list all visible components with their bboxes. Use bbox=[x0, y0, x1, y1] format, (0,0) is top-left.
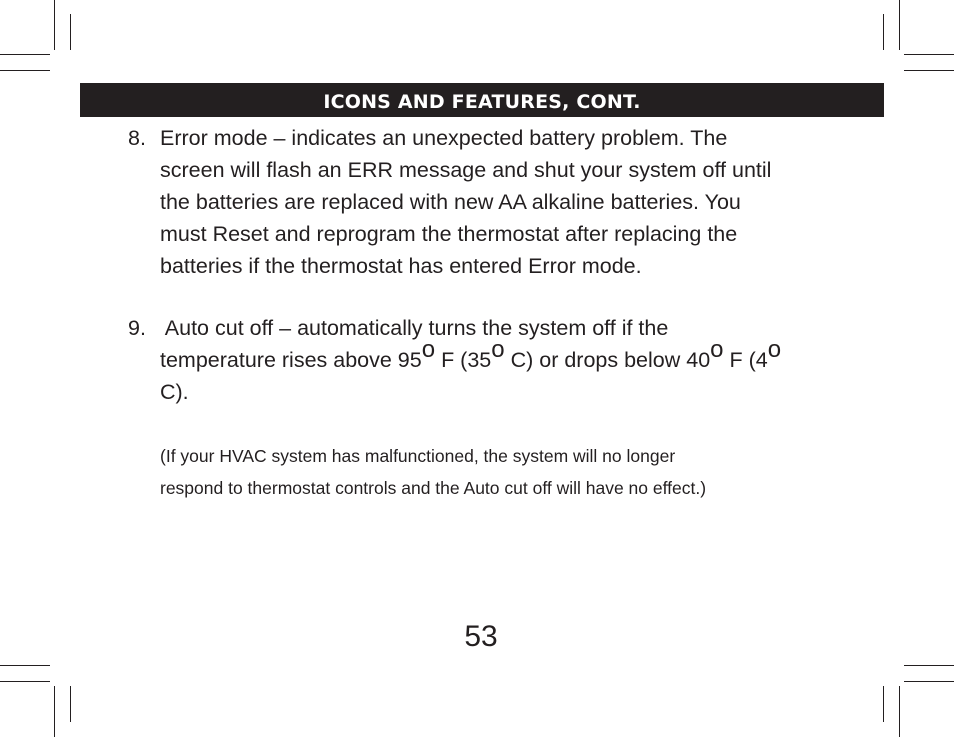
crop-mark bbox=[883, 686, 884, 722]
text-line bbox=[160, 336, 850, 376]
text-line: Auto cut off – automatically turns the system off if the bbox=[160, 316, 669, 340]
crop-mark bbox=[904, 681, 954, 682]
degree-symbol: o bbox=[710, 336, 724, 363]
crop-mark bbox=[0, 54, 50, 55]
text-line: the batteries are replaced with new AA alkaline batteries. You bbox=[160, 190, 741, 214]
text-line: Error mode – indicates an unexpected battery problem. The bbox=[160, 126, 728, 150]
text-line: screen will flash an ERR message and shut your system off until bbox=[160, 158, 772, 182]
text-segment: C) or drops below 40 bbox=[504, 348, 711, 372]
item-text bbox=[160, 122, 850, 282]
degree-symbol: o bbox=[491, 336, 505, 363]
crop-mark bbox=[54, 0, 55, 50]
crop-mark bbox=[904, 665, 954, 666]
item-text bbox=[160, 312, 850, 408]
text-line: must Reset and reprogram the thermostat after replacing the bbox=[160, 222, 738, 246]
crop-mark bbox=[883, 14, 884, 50]
note-text bbox=[160, 440, 840, 504]
text-segment: F (4 bbox=[723, 348, 768, 372]
crop-mark bbox=[0, 681, 50, 682]
crop-mark bbox=[904, 54, 954, 55]
text-line: C). bbox=[160, 380, 189, 404]
crop-mark bbox=[899, 0, 900, 50]
crop-mark bbox=[54, 686, 55, 737]
degree-symbol: o bbox=[767, 336, 782, 363]
degree-symbol: o bbox=[421, 336, 436, 363]
item-number: 8. bbox=[128, 126, 146, 150]
crop-mark bbox=[0, 665, 50, 666]
note-line: (If your HVAC system has malfunctioned, the system will no longer bbox=[160, 446, 676, 466]
text-line: batteries if the thermostat has entered Error mode. bbox=[160, 254, 642, 278]
crop-mark bbox=[70, 14, 71, 50]
page-number: 53 bbox=[464, 620, 498, 653]
note-line: respond to thermostat controls and the Auto cut off will have no effect.) bbox=[160, 478, 707, 498]
crop-mark bbox=[70, 686, 71, 722]
section-header: ICONS AND FEATURES, CONT. bbox=[80, 83, 884, 117]
crop-mark bbox=[904, 70, 954, 71]
crop-mark bbox=[899, 686, 900, 737]
text-segment: temperature rises above 95 bbox=[160, 348, 422, 372]
crop-mark bbox=[0, 70, 50, 71]
item-number: 9. bbox=[128, 316, 146, 340]
text-segment: F (35 bbox=[435, 348, 492, 372]
